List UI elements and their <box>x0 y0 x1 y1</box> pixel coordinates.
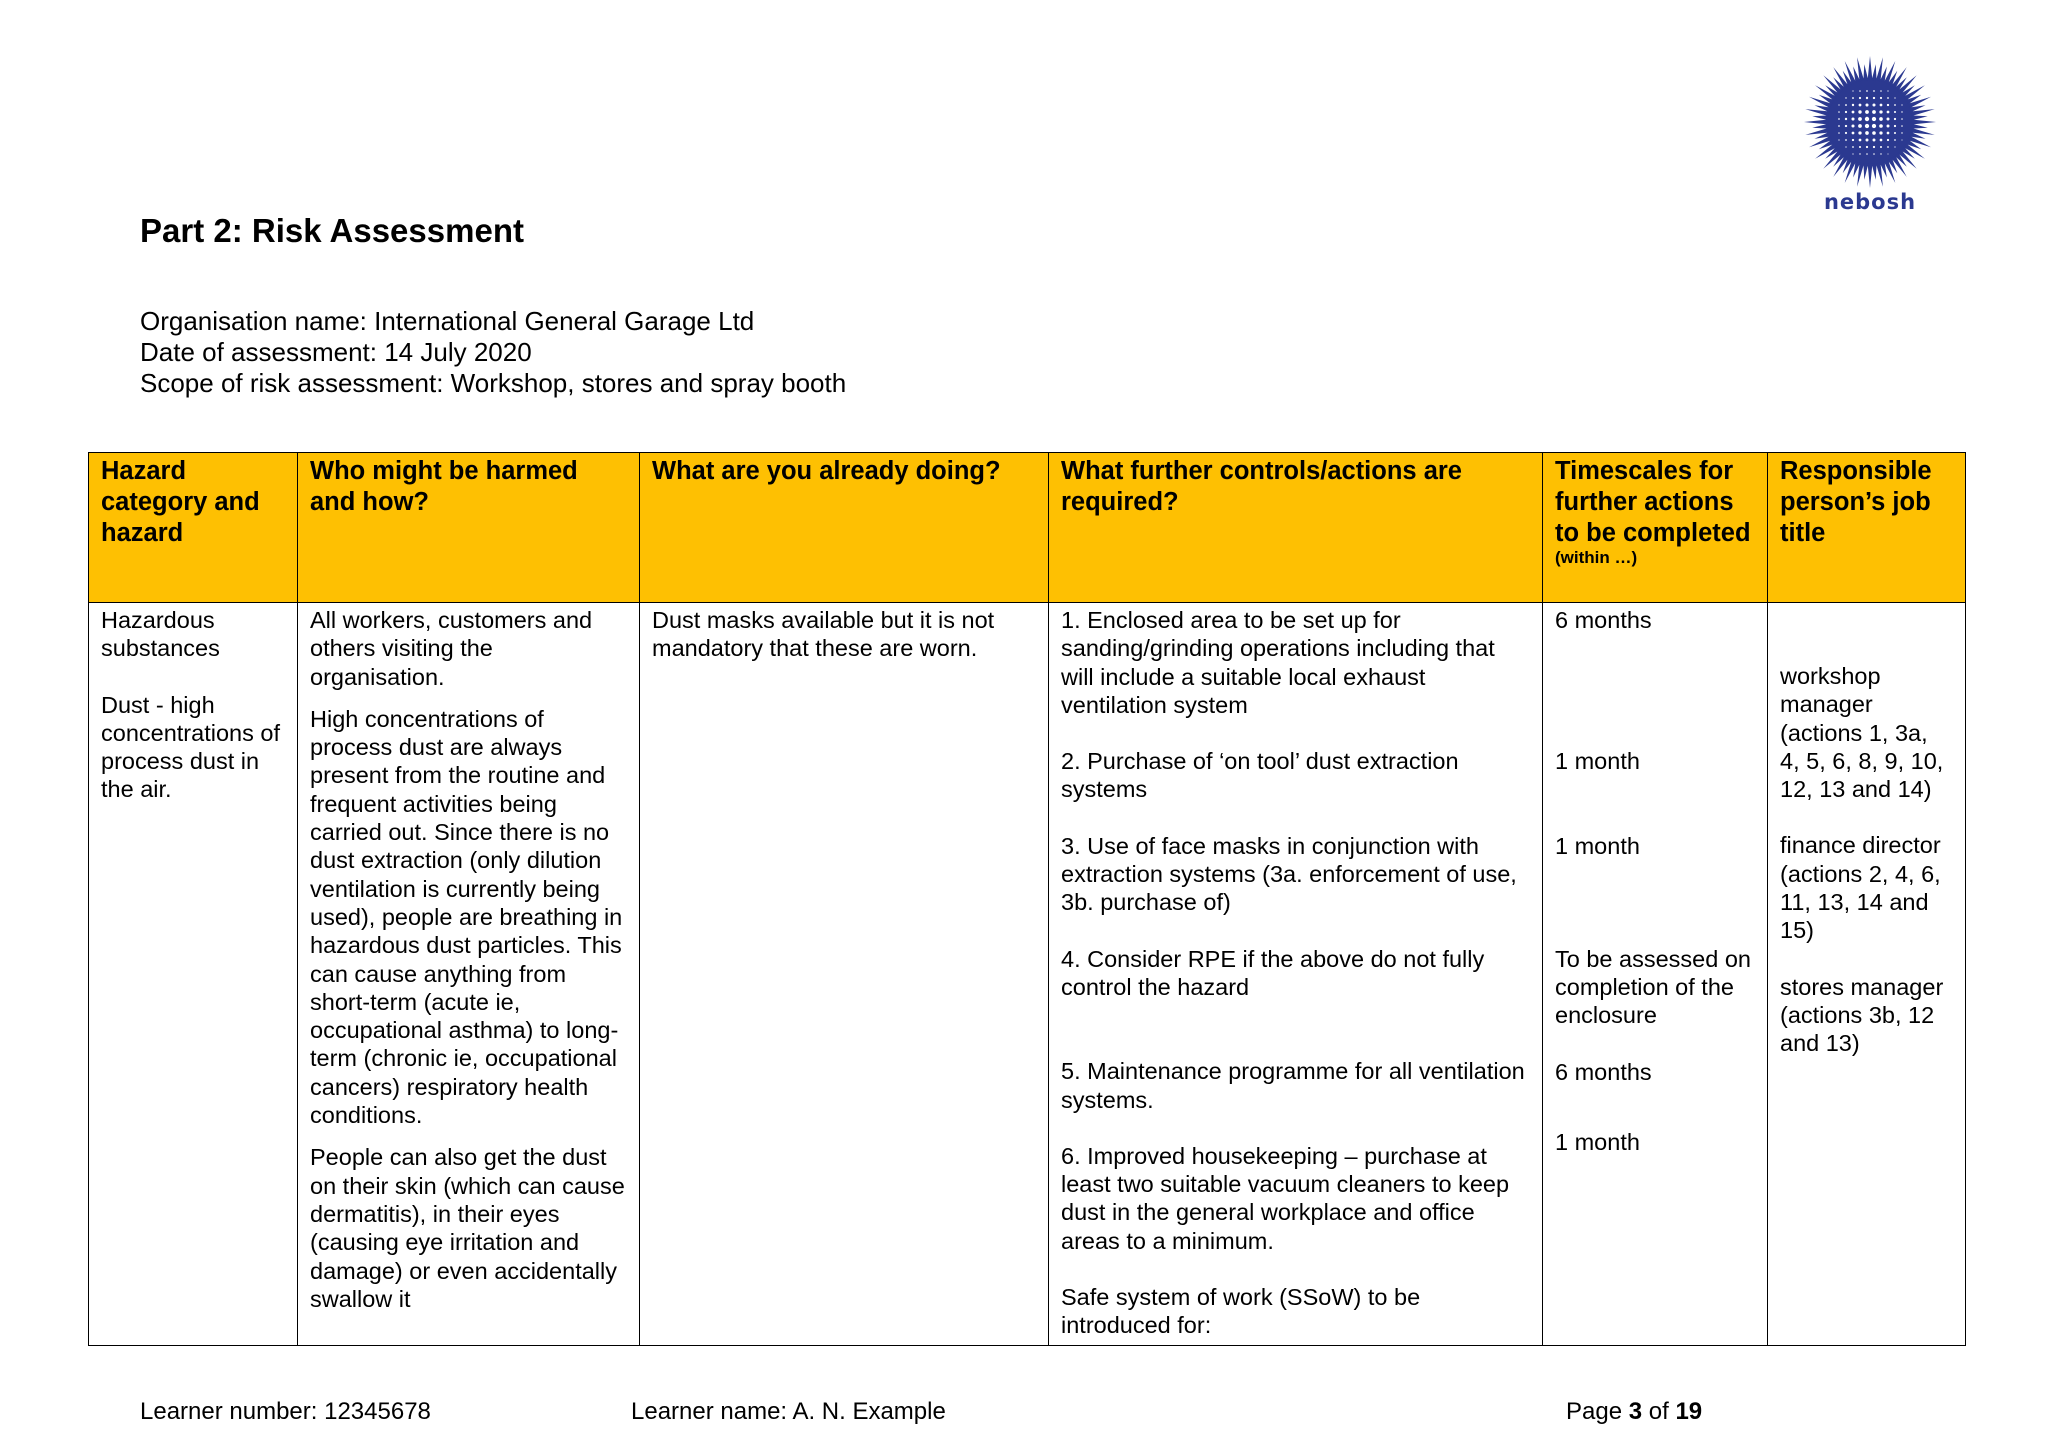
logo-wordmark: nebosh <box>1823 190 1917 214</box>
action-item: 5. Maintenance programme for all ventilation systems. <box>1061 1058 1525 1113</box>
who-harmed-text: All workers, customers and others visiting the organisation. <box>310 607 593 690</box>
page-prefix: Page <box>1566 1398 1629 1425</box>
assessment-details <box>140 306 846 399</box>
organisation-name: Organisation name: International General Garage Ltd <box>140 306 755 336</box>
header-further-controls: What further controls/actions are required? <box>1049 453 1543 603</box>
table-row <box>89 603 1966 1346</box>
action-item: 1. Enclosed area to be set up for sanding/grinding operations including that will include a suitable local exhaust ventilation system <box>1061 607 1495 718</box>
header-already-doing: What are you already doing? <box>640 453 1049 603</box>
responsible-person: workshop manager (actions 1, 3a, 4, 5, 6, 8, 9, 10, 12, 13 and 14) <box>1780 663 1944 803</box>
cell-hazard <box>89 603 298 1346</box>
assessment-scope: Scope of risk assessment: Workshop, stores and spray booth <box>140 368 847 398</box>
cell-responsible <box>1768 603 1966 1346</box>
timescale-item: To be assessed on completion of the enclosure <box>1555 945 1751 1029</box>
timescale-item: 1 month <box>1555 1129 1640 1156</box>
responsible-person: finance director (actions 2, 4, 6, 11, 13, 14 and 15) <box>1780 832 1941 944</box>
timescale-item: 6 months <box>1555 607 1652 633</box>
page-of: of <box>1642 1398 1676 1425</box>
timescale-item: 1 month <box>1555 748 1640 775</box>
table-header-row <box>89 453 1966 603</box>
risk-assessment-table <box>88 452 1966 1346</box>
already-doing-text: Dust masks available but it is not mandatory that these are worn. <box>652 607 995 662</box>
header-timescales-note: (within …) <box>1555 548 1638 567</box>
who-harmed-text: High concentrations of process dust are always present from the routine and frequent activities being carried out. Since there is no dust extraction (only dilution ventilation is currently being used), people are breathing in hazardous dust particles. This can cause anything from short-term (acute ie, occupational asthma) to long-term (chronic ie, occupational cancers) respiratory health conditions. <box>310 705 623 1129</box>
page-number <box>1566 1398 1702 1426</box>
header-timescales-label: Timescales for further actions to be completed <box>1555 457 1751 547</box>
cell-already-doing <box>640 603 1049 1346</box>
header-who-harmed: Who might be harmed and how? <box>298 453 640 603</box>
action-item: 3. Use of face masks in conjunction with extraction systems (3a. enforcement of use, 3b. purchase of) <box>1061 832 1517 916</box>
cell-timescales <box>1543 603 1768 1346</box>
assessment-date: Date of assessment: 14 July 2020 <box>140 337 532 367</box>
action-item: 2. Purchase of ‘on tool’ dust extraction systems <box>1061 748 1459 803</box>
cell-who-harmed <box>298 603 640 1346</box>
header-timescales <box>1543 453 1768 603</box>
hazard-category: Hazardous substances <box>101 607 220 662</box>
page-current: 3 <box>1628 1398 1643 1425</box>
who-harmed-text: People can also get the dust on their skin (which can cause dermatitis), in their eyes (causing eye irritation and damage) or even accidentally swallow it <box>310 1144 625 1312</box>
nebosh-starburst-icon <box>1800 52 1940 192</box>
action-item: 4. Consider RPE if the above do not fully control the hazard <box>1061 945 1485 1000</box>
responsible-person: stores manager (actions 3b, 12 and 13) <box>1780 973 1944 1057</box>
hazard-description: Dust - high concentrations of process dust in the air. <box>101 691 280 803</box>
header-hazard: Hazard category and hazard <box>89 453 298 603</box>
cell-further-controls <box>1049 603 1543 1346</box>
action-item: Safe system of work (SSoW) to be introduced for: <box>1061 1284 1421 1339</box>
page-total: 19 <box>1675 1398 1703 1425</box>
learner-name: Learner name: A. N. Example <box>631 1398 946 1425</box>
timescale-item: 1 month <box>1555 832 1640 859</box>
page-title: Part 2: Risk Assessment <box>140 212 524 249</box>
timescale-item: 6 months <box>1555 1058 1652 1085</box>
header-responsible: Responsible person’s job title <box>1768 453 1966 603</box>
learner-number: Learner number: 12345678 <box>140 1398 431 1425</box>
action-item: 6. Improved housekeeping – purchase at least two suitable vacuum cleaners to keep dust in the general workplace and office areas to a minimum. <box>1061 1142 1510 1254</box>
